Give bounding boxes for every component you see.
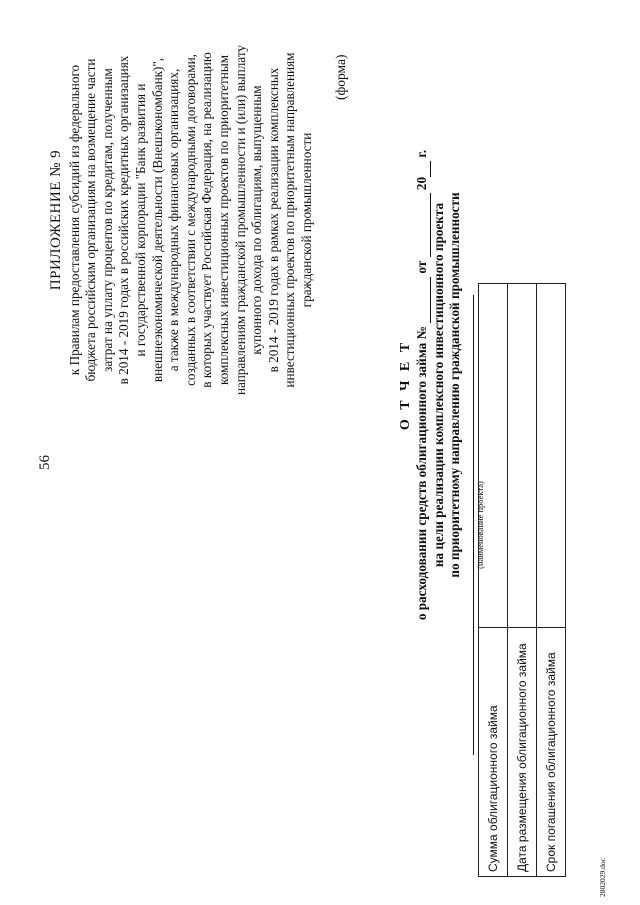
appendix-line: направлениям гражданской промышленности и (или) выплату	[232, 44, 248, 396]
table-value-cell	[537, 284, 566, 628]
report-line-2: на цели реализации комплексного инвестиционного проекта	[431, 202, 446, 568]
table-row	[537, 284, 566, 877]
appendix-line: купонного дохода по облигациям, выпущенным	[249, 85, 265, 355]
appendix-line: бюджета российским организациям на возмещение части	[83, 58, 99, 382]
appendix-line: гражданской промышленности	[298, 132, 314, 308]
loan-number-blank	[414, 277, 431, 323]
appendix-header	[48, 25, 316, 415]
loan-info-table	[478, 283, 566, 877]
report-heading	[398, 105, 463, 665]
appendix-title: ПРИЛОЖЕНИЕ № 9	[48, 149, 64, 291]
table-label-cell: Срок погашения облигационного займа	[537, 628, 566, 877]
report-year: 20	[414, 176, 429, 191]
page-number: 56	[37, 455, 53, 470]
date-blank	[414, 193, 431, 257]
report-date-from: от	[414, 260, 429, 274]
table-row	[508, 284, 537, 877]
project-name-line	[473, 295, 474, 755]
report-line-1	[414, 105, 431, 665]
appendix-line: и государственной корпорации "Банк развития и	[132, 83, 148, 357]
appendix-line: инвестиционных проектов по приоритетным направлениям	[282, 52, 298, 388]
appendix-line: в 2014 - 2019 годах в российских кредитных организациях	[116, 55, 132, 385]
table-value-cell	[479, 284, 508, 628]
appendix-line: в которых участвует Российская Федерация, на реализацию	[199, 52, 215, 388]
appendix-line: внешнеэкономической деятельности (Внешэкономбанк)",	[149, 57, 165, 383]
appendix-line: затрат на уплату процентов по кредитам, полученным	[99, 68, 115, 372]
report-line-1-prefix: о расходовании средств облигационного займа №	[414, 326, 429, 621]
report-line-3: по приоритетному направлению гражданской промышленности	[447, 192, 462, 578]
table-label-cell: Сумма облигационного займа	[479, 628, 508, 877]
form-label: (форма)	[333, 54, 348, 100]
appendix-line: созданных в соответствии с международными договорами,	[182, 54, 198, 386]
year-blank	[414, 161, 431, 177]
table-value-cell	[508, 284, 537, 628]
appendix-line: в 2014 - 2019 годах в рамках реализации комплексных	[265, 67, 281, 373]
project-name-caption: (наименование проекта)	[475, 481, 485, 569]
table-label-cell: Дата размещения облигационного займа	[508, 628, 537, 877]
report-title: О Т Ч Е Т	[398, 339, 413, 431]
appendix-line: а также в международных финансовых организациях,	[166, 68, 182, 372]
appendix-line: к Правилам предоставления субсидий из федерального	[66, 64, 82, 376]
report-year-suffix: г.	[414, 149, 429, 158]
table-row	[479, 284, 508, 877]
file-name: 2802029.doc	[598, 858, 607, 897]
appendix-line: комплексных инвестиционных проектов по приоритетным	[215, 54, 231, 386]
